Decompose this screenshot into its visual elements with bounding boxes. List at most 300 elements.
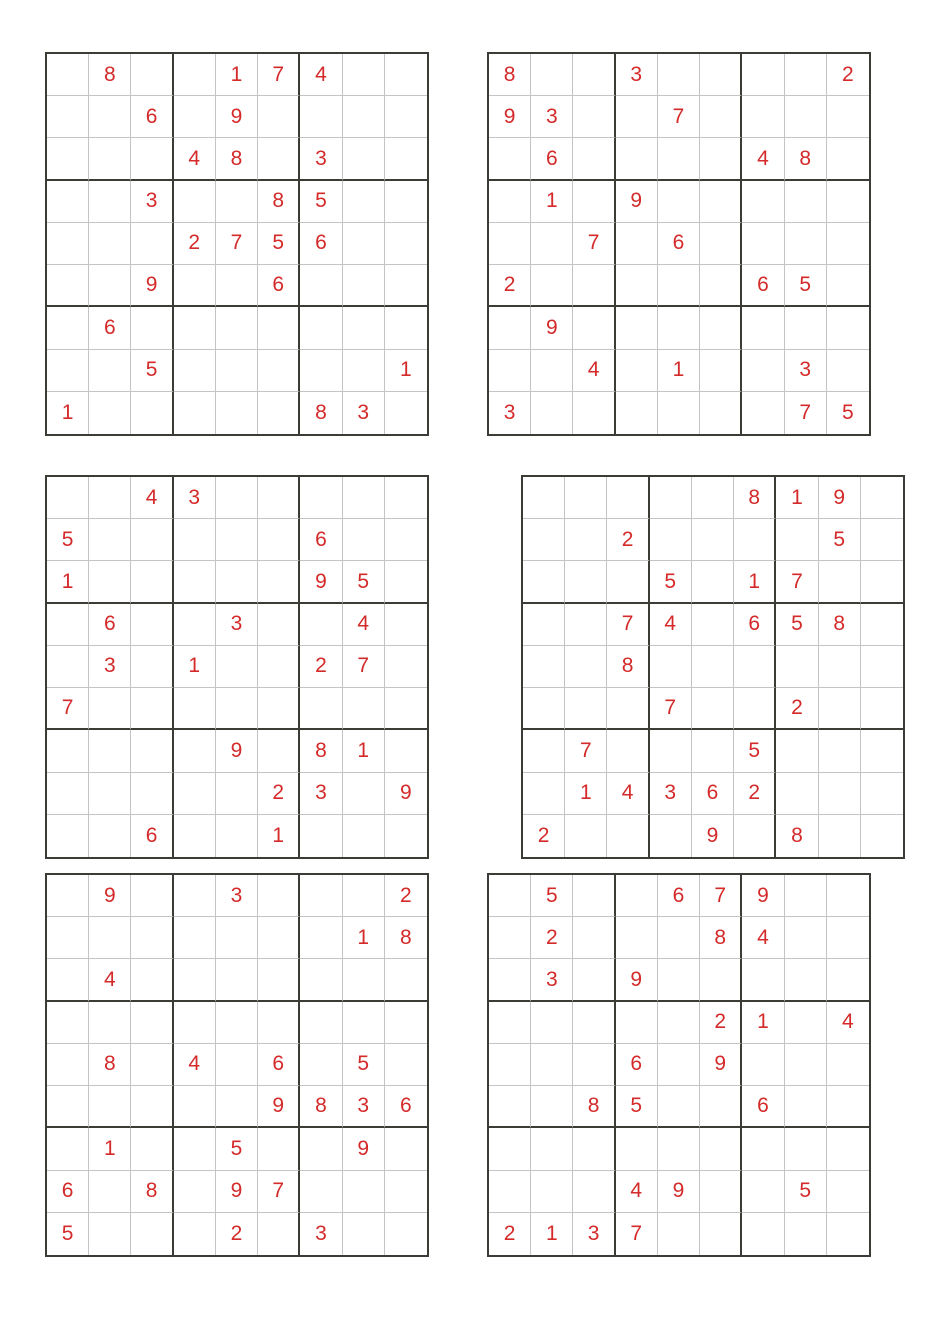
sudoku-cell[interactable] [827, 1213, 869, 1255]
sudoku-cell[interactable] [692, 477, 734, 519]
sudoku-cell[interactable] [692, 730, 734, 772]
sudoku-cell[interactable]: 9 [616, 959, 658, 1001]
sudoku-cell[interactable] [734, 815, 776, 857]
sudoku-cell[interactable]: 5 [785, 1171, 827, 1213]
sudoku-cell[interactable]: 9 [131, 265, 173, 307]
sudoku-cell[interactable] [827, 1086, 869, 1128]
sudoku-cell[interactable] [89, 561, 131, 603]
sudoku-cell[interactable]: 8 [300, 730, 342, 772]
sudoku-cell[interactable] [89, 1002, 131, 1044]
sudoku-cell[interactable] [47, 875, 89, 917]
sudoku-cell[interactable] [700, 181, 742, 223]
sudoku-cell[interactable] [385, 1002, 427, 1044]
sudoku-cell[interactable] [343, 54, 385, 96]
sudoku-cell[interactable] [607, 730, 649, 772]
sudoku-cell[interactable] [385, 54, 427, 96]
sudoku-cell[interactable] [216, 773, 258, 815]
sudoku-cell[interactable] [89, 181, 131, 223]
sudoku-cell[interactable]: 8 [734, 477, 776, 519]
sudoku-cell[interactable]: 3 [216, 604, 258, 646]
sudoku-cell[interactable] [658, 917, 700, 959]
sudoku-cell[interactable] [616, 392, 658, 434]
sudoku-cell[interactable] [131, 392, 173, 434]
sudoku-cell[interactable]: 1 [174, 646, 216, 688]
sudoku-cell[interactable]: 6 [658, 223, 700, 265]
sudoku-cell[interactable] [827, 959, 869, 1001]
sudoku-cell[interactable] [776, 646, 818, 688]
sudoku-cell[interactable] [385, 1213, 427, 1255]
sudoku-cell[interactable] [658, 1213, 700, 1255]
sudoku-cell[interactable]: 5 [785, 265, 827, 307]
sudoku-cell[interactable]: 2 [300, 646, 342, 688]
sudoku-cell[interactable] [343, 815, 385, 857]
sudoku-cell[interactable]: 2 [531, 917, 573, 959]
sudoku-cell[interactable] [573, 1171, 615, 1213]
sudoku-cell[interactable] [489, 1002, 531, 1044]
sudoku-cell[interactable] [734, 646, 776, 688]
sudoku-cell[interactable] [616, 1002, 658, 1044]
sudoku-cell[interactable] [385, 392, 427, 434]
sudoku-cell[interactable] [616, 307, 658, 349]
sudoku-cell[interactable] [343, 138, 385, 180]
sudoku-cell[interactable] [742, 1044, 784, 1086]
sudoku-cell[interactable] [819, 773, 861, 815]
sudoku-cell[interactable] [174, 350, 216, 392]
sudoku-cell[interactable] [565, 688, 607, 730]
sudoku-cell[interactable] [742, 1171, 784, 1213]
sudoku-cell[interactable] [819, 815, 861, 857]
sudoku-cell[interactable]: 2 [827, 54, 869, 96]
sudoku-cell[interactable] [174, 561, 216, 603]
sudoku-cell[interactable] [47, 730, 89, 772]
sudoku-cell[interactable]: 7 [343, 646, 385, 688]
sudoku-cell[interactable] [216, 1086, 258, 1128]
sudoku-cell[interactable] [174, 96, 216, 138]
sudoku-cell[interactable]: 8 [785, 138, 827, 180]
sudoku-cell[interactable] [47, 646, 89, 688]
sudoku-cell[interactable] [47, 1086, 89, 1128]
sudoku-cell[interactable] [616, 138, 658, 180]
sudoku-cell[interactable]: 1 [658, 350, 700, 392]
sudoku-cell[interactable]: 3 [531, 96, 573, 138]
sudoku-cell[interactable]: 6 [258, 1044, 300, 1086]
sudoku-cell[interactable] [489, 181, 531, 223]
sudoku-cell[interactable]: 8 [89, 1044, 131, 1086]
sudoku-cell[interactable]: 6 [89, 604, 131, 646]
sudoku-cell[interactable] [700, 1086, 742, 1128]
sudoku-cell[interactable] [47, 773, 89, 815]
sudoku-cell[interactable]: 9 [658, 1171, 700, 1213]
sudoku-cell[interactable]: 8 [819, 604, 861, 646]
sudoku-cell[interactable]: 3 [216, 875, 258, 917]
sudoku-cell[interactable] [531, 1044, 573, 1086]
sudoku-cell[interactable] [658, 138, 700, 180]
sudoku-cell[interactable]: 3 [343, 392, 385, 434]
sudoku-cell[interactable] [573, 392, 615, 434]
sudoku-cell[interactable] [658, 1002, 700, 1044]
sudoku-cell[interactable] [827, 917, 869, 959]
sudoku-cell[interactable] [131, 1044, 173, 1086]
sudoku-cell[interactable] [258, 730, 300, 772]
sudoku-cell[interactable] [385, 1044, 427, 1086]
sudoku-cell[interactable] [216, 815, 258, 857]
sudoku-cell[interactable] [385, 223, 427, 265]
sudoku-cell[interactable] [300, 1128, 342, 1170]
sudoku-cell[interactable] [489, 1044, 531, 1086]
sudoku-cell[interactable] [300, 917, 342, 959]
sudoku-cell[interactable] [47, 96, 89, 138]
sudoku-cell[interactable]: 8 [300, 1086, 342, 1128]
sudoku-cell[interactable]: 2 [776, 688, 818, 730]
sudoku-cell[interactable] [385, 181, 427, 223]
sudoku-cell[interactable] [385, 959, 427, 1001]
sudoku-cell[interactable]: 6 [89, 307, 131, 349]
sudoku-cell[interactable]: 6 [300, 223, 342, 265]
sudoku-cell[interactable] [785, 1086, 827, 1128]
sudoku-cell[interactable] [385, 646, 427, 688]
sudoku-cell[interactable]: 2 [607, 519, 649, 561]
sudoku-cell[interactable] [658, 392, 700, 434]
sudoku-cell[interactable]: 3 [573, 1213, 615, 1255]
sudoku-cell[interactable]: 9 [385, 773, 427, 815]
sudoku-cell[interactable]: 8 [489, 54, 531, 96]
sudoku-cell[interactable] [216, 959, 258, 1001]
sudoku-cell[interactable] [385, 604, 427, 646]
sudoku-cell[interactable] [89, 477, 131, 519]
sudoku-cell[interactable] [174, 519, 216, 561]
sudoku-cell[interactable] [658, 181, 700, 223]
sudoku-cell[interactable] [216, 392, 258, 434]
sudoku-cell[interactable]: 3 [300, 138, 342, 180]
sudoku-cell[interactable] [216, 1044, 258, 1086]
sudoku-cell[interactable] [131, 223, 173, 265]
sudoku-cell[interactable] [258, 875, 300, 917]
sudoku-cell[interactable]: 1 [343, 917, 385, 959]
sudoku-cell[interactable] [47, 917, 89, 959]
sudoku-cell[interactable]: 5 [258, 223, 300, 265]
sudoku-cell[interactable] [785, 96, 827, 138]
sudoku-cell[interactable] [700, 959, 742, 1001]
sudoku-cell[interactable]: 6 [531, 138, 573, 180]
sudoku-cell[interactable] [343, 350, 385, 392]
sudoku-cell[interactable]: 8 [131, 1171, 173, 1213]
sudoku-cell[interactable]: 2 [734, 773, 776, 815]
sudoku-cell[interactable] [827, 265, 869, 307]
sudoku-cell[interactable] [385, 1171, 427, 1213]
sudoku-cell[interactable] [343, 875, 385, 917]
sudoku-cell[interactable] [300, 875, 342, 917]
sudoku-cell[interactable]: 5 [842, 400, 854, 424]
sudoku-cell[interactable] [607, 815, 649, 857]
sudoku-cell[interactable] [616, 223, 658, 265]
sudoku-cell[interactable]: 1 [343, 730, 385, 772]
sudoku-cell[interactable]: 6 [47, 1171, 89, 1213]
sudoku-cell[interactable]: 3 [343, 1086, 385, 1128]
sudoku-cell[interactable] [489, 138, 531, 180]
sudoku-cell[interactable]: 6 [692, 773, 734, 815]
sudoku-cell[interactable]: 5 [776, 604, 818, 646]
sudoku-cell[interactable] [47, 138, 89, 180]
sudoku-cell[interactable] [47, 815, 89, 857]
sudoku-cell[interactable] [385, 96, 427, 138]
sudoku-cell[interactable] [573, 1128, 615, 1170]
sudoku-cell[interactable] [131, 1086, 173, 1128]
sudoku-cell[interactable] [89, 730, 131, 772]
sudoku-cell[interactable] [300, 1171, 342, 1213]
sudoku-cell[interactable] [343, 307, 385, 349]
sudoku-cell[interactable]: 8 [573, 1086, 615, 1128]
sudoku-cell[interactable] [616, 265, 658, 307]
sudoku-cell[interactable] [131, 307, 173, 349]
sudoku-cell[interactable] [385, 561, 427, 603]
sudoku-cell[interactable] [531, 223, 573, 265]
sudoku-cell[interactable]: 8 [300, 392, 342, 434]
sudoku-cell[interactable] [385, 265, 427, 307]
sudoku-cell[interactable] [861, 519, 903, 561]
sudoku-cell[interactable] [523, 604, 565, 646]
sudoku-cell[interactable] [565, 604, 607, 646]
sudoku-cell[interactable] [385, 815, 427, 857]
sudoku-cell[interactable] [89, 138, 131, 180]
sudoku-cell[interactable] [658, 1128, 700, 1170]
sudoku-cell[interactable] [258, 1002, 300, 1044]
sudoku-cell[interactable]: 9 [692, 815, 734, 857]
sudoku-cell[interactable] [131, 688, 173, 730]
sudoku-cell[interactable] [174, 917, 216, 959]
sudoku-cell[interactable] [343, 773, 385, 815]
sudoku-cell[interactable] [531, 350, 573, 392]
sudoku-cell[interactable] [47, 959, 89, 1001]
sudoku-cell[interactable] [174, 773, 216, 815]
sudoku-cell[interactable]: 5 [650, 561, 692, 603]
sudoku-cell[interactable] [89, 519, 131, 561]
sudoku-cell[interactable]: 6 [734, 604, 776, 646]
sudoku-cell[interactable]: 7 [616, 1213, 658, 1255]
sudoku-cell[interactable] [89, 223, 131, 265]
sudoku-cell[interactable] [742, 1213, 784, 1255]
sudoku-cell[interactable] [658, 959, 700, 1001]
sudoku-cell[interactable]: 6 [131, 815, 173, 857]
sudoku-cell[interactable]: 4 [616, 1171, 658, 1213]
sudoku-cell[interactable] [523, 646, 565, 688]
sudoku-cell[interactable]: 7 [785, 392, 827, 434]
sudoku-cell[interactable] [89, 917, 131, 959]
sudoku-cell[interactable] [489, 1171, 531, 1213]
sudoku-cell[interactable] [742, 392, 784, 434]
sudoku-cell[interactable]: 9 [531, 307, 573, 349]
sudoku-cell[interactable] [523, 519, 565, 561]
sudoku-cell[interactable] [573, 54, 615, 96]
sudoku-cell[interactable]: 6 [385, 1086, 427, 1128]
sudoku-cell[interactable]: 7 [700, 875, 742, 917]
sudoku-cell[interactable] [89, 350, 131, 392]
sudoku-cell[interactable] [174, 604, 216, 646]
sudoku-cell[interactable] [785, 875, 827, 917]
sudoku-cell[interactable] [489, 917, 531, 959]
sudoku-cell[interactable] [523, 561, 565, 603]
sudoku-cell[interactable]: 9 [616, 181, 658, 223]
sudoku-cell[interactable]: 1 [47, 392, 89, 434]
sudoku-cell[interactable] [819, 688, 861, 730]
sudoku-cell[interactable] [573, 959, 615, 1001]
sudoku-cell[interactable] [385, 730, 427, 772]
sudoku-cell[interactable]: 5 [131, 350, 173, 392]
sudoku-cell[interactable] [174, 815, 216, 857]
sudoku-cell[interactable] [785, 1002, 827, 1044]
sudoku-cell[interactable] [174, 1128, 216, 1170]
sudoku-cell[interactable]: 7 [776, 561, 818, 603]
sudoku-cell[interactable] [174, 688, 216, 730]
sudoku-cell[interactable]: 1 [89, 1128, 131, 1170]
sudoku-cell[interactable] [650, 477, 692, 519]
sudoku-cell[interactable] [174, 730, 216, 772]
sudoku-cell[interactable] [531, 265, 573, 307]
sudoku-cell[interactable]: 5 [819, 519, 861, 561]
sudoku-cell[interactable]: 1 [734, 561, 776, 603]
sudoku-cell[interactable] [700, 1171, 742, 1213]
sudoku-cell[interactable] [692, 604, 734, 646]
sudoku-cell[interactable] [573, 875, 615, 917]
sudoku-cell[interactable] [216, 1002, 258, 1044]
sudoku-cell[interactable] [819, 561, 861, 603]
sudoku-cell[interactable]: 1 [742, 1002, 784, 1044]
sudoku-cell[interactable] [216, 265, 258, 307]
sudoku-cell[interactable] [89, 688, 131, 730]
sudoku-cell[interactable] [343, 265, 385, 307]
sudoku-cell[interactable]: 4 [650, 604, 692, 646]
sudoku-cell[interactable] [785, 1128, 827, 1170]
sudoku-cell[interactable] [300, 815, 342, 857]
sudoku-cell[interactable] [216, 646, 258, 688]
sudoku-cell[interactable]: 3 [300, 773, 342, 815]
sudoku-cell[interactable] [531, 1171, 573, 1213]
sudoku-cell[interactable] [616, 875, 658, 917]
sudoku-cell[interactable]: 7 [650, 688, 692, 730]
sudoku-cell[interactable] [131, 646, 173, 688]
sudoku-cell[interactable]: 7 [216, 223, 258, 265]
sudoku-cell[interactable]: 4 [573, 350, 615, 392]
sudoku-cell[interactable]: 7 [573, 223, 615, 265]
sudoku-cell[interactable] [785, 1213, 827, 1255]
sudoku-cell[interactable]: 9 [300, 561, 342, 603]
sudoku-cell[interactable] [300, 959, 342, 1001]
sudoku-cell[interactable] [300, 307, 342, 349]
sudoku-cell[interactable]: 3 [531, 959, 573, 1001]
sudoku-cell[interactable] [650, 519, 692, 561]
sudoku-cell[interactable] [174, 1002, 216, 1044]
sudoku-cell[interactable]: 6 [658, 875, 700, 917]
sudoku-cell[interactable]: 1 [216, 54, 258, 96]
sudoku-cell[interactable] [827, 138, 869, 180]
sudoku-cell[interactable] [343, 1171, 385, 1213]
sudoku-cell[interactable]: 3 [131, 181, 173, 223]
sudoku-cell[interactable] [658, 307, 700, 349]
sudoku-cell[interactable] [573, 138, 615, 180]
sudoku-cell[interactable]: 1 [531, 181, 573, 223]
sudoku-cell[interactable]: 9 [742, 875, 784, 917]
sudoku-cell[interactable]: 5 [531, 875, 573, 917]
sudoku-cell[interactable]: 1 [385, 350, 427, 392]
sudoku-cell[interactable]: 3 [650, 773, 692, 815]
sudoku-cell[interactable] [785, 181, 827, 223]
sudoku-cell[interactable] [385, 519, 427, 561]
sudoku-cell[interactable] [785, 223, 827, 265]
sudoku-cell[interactable]: 3 [89, 646, 131, 688]
sudoku-cell[interactable] [258, 959, 300, 1001]
sudoku-cell[interactable] [343, 223, 385, 265]
sudoku-cell[interactable] [734, 519, 776, 561]
sudoku-cell[interactable]: 6 [742, 1086, 784, 1128]
sudoku-cell[interactable] [131, 773, 173, 815]
sudoku-cell[interactable] [47, 54, 89, 96]
sudoku-cell[interactable] [861, 646, 903, 688]
sudoku-cell[interactable]: 9 [343, 1128, 385, 1170]
sudoku-cell[interactable]: 1 [776, 477, 818, 519]
sudoku-cell[interactable] [174, 959, 216, 1001]
sudoku-cell[interactable]: 2 [174, 223, 216, 265]
sudoku-cell[interactable]: 2 [216, 1213, 258, 1255]
sudoku-cell[interactable] [489, 959, 531, 1001]
sudoku-cell[interactable] [174, 1086, 216, 1128]
sudoku-cell[interactable] [216, 561, 258, 603]
sudoku-cell[interactable] [47, 1002, 89, 1044]
sudoku-cell[interactable] [785, 917, 827, 959]
sudoku-cell[interactable] [827, 1171, 869, 1213]
sudoku-cell[interactable] [523, 477, 565, 519]
sudoku-cell[interactable] [89, 815, 131, 857]
sudoku-cell[interactable] [650, 730, 692, 772]
sudoku-cell[interactable] [827, 96, 869, 138]
sudoku-cell[interactable] [700, 1128, 742, 1170]
sudoku-cell[interactable] [700, 265, 742, 307]
sudoku-cell[interactable] [258, 561, 300, 603]
sudoku-cell[interactable] [573, 1044, 615, 1086]
sudoku-cell[interactable] [258, 519, 300, 561]
sudoku-cell[interactable] [489, 223, 531, 265]
sudoku-cell[interactable] [531, 54, 573, 96]
sudoku-cell[interactable] [258, 350, 300, 392]
sudoku-cell[interactable]: 5 [343, 561, 385, 603]
sudoku-cell[interactable] [300, 688, 342, 730]
sudoku-cell[interactable] [131, 917, 173, 959]
sudoku-cell[interactable] [131, 730, 173, 772]
sudoku-cell[interactable] [174, 54, 216, 96]
sudoku-cell[interactable] [489, 350, 531, 392]
sudoku-cell[interactable] [216, 307, 258, 349]
sudoku-cell[interactable] [300, 1044, 342, 1086]
sudoku-cell[interactable] [827, 223, 869, 265]
sudoku-cell[interactable] [258, 917, 300, 959]
sudoku-cell[interactable] [131, 519, 173, 561]
sudoku-cell[interactable] [216, 350, 258, 392]
sudoku-cell[interactable] [258, 392, 300, 434]
sudoku-cell[interactable] [616, 96, 658, 138]
sudoku-cell[interactable] [734, 688, 776, 730]
sudoku-cell[interactable] [785, 307, 827, 349]
sudoku-cell[interactable] [861, 561, 903, 603]
sudoku-cell[interactable] [489, 1086, 531, 1128]
sudoku-cell[interactable]: 8 [385, 917, 427, 959]
sudoku-cell[interactable] [616, 1128, 658, 1170]
sudoku-cell[interactable] [47, 1128, 89, 1170]
sudoku-cell[interactable]: 9 [700, 1044, 742, 1086]
sudoku-cell[interactable] [258, 1128, 300, 1170]
sudoku-cell[interactable] [523, 688, 565, 730]
sudoku-cell[interactable] [131, 1213, 173, 1255]
sudoku-cell[interactable] [861, 688, 903, 730]
sudoku-cell[interactable] [258, 138, 300, 180]
sudoku-cell[interactable] [531, 1002, 573, 1044]
